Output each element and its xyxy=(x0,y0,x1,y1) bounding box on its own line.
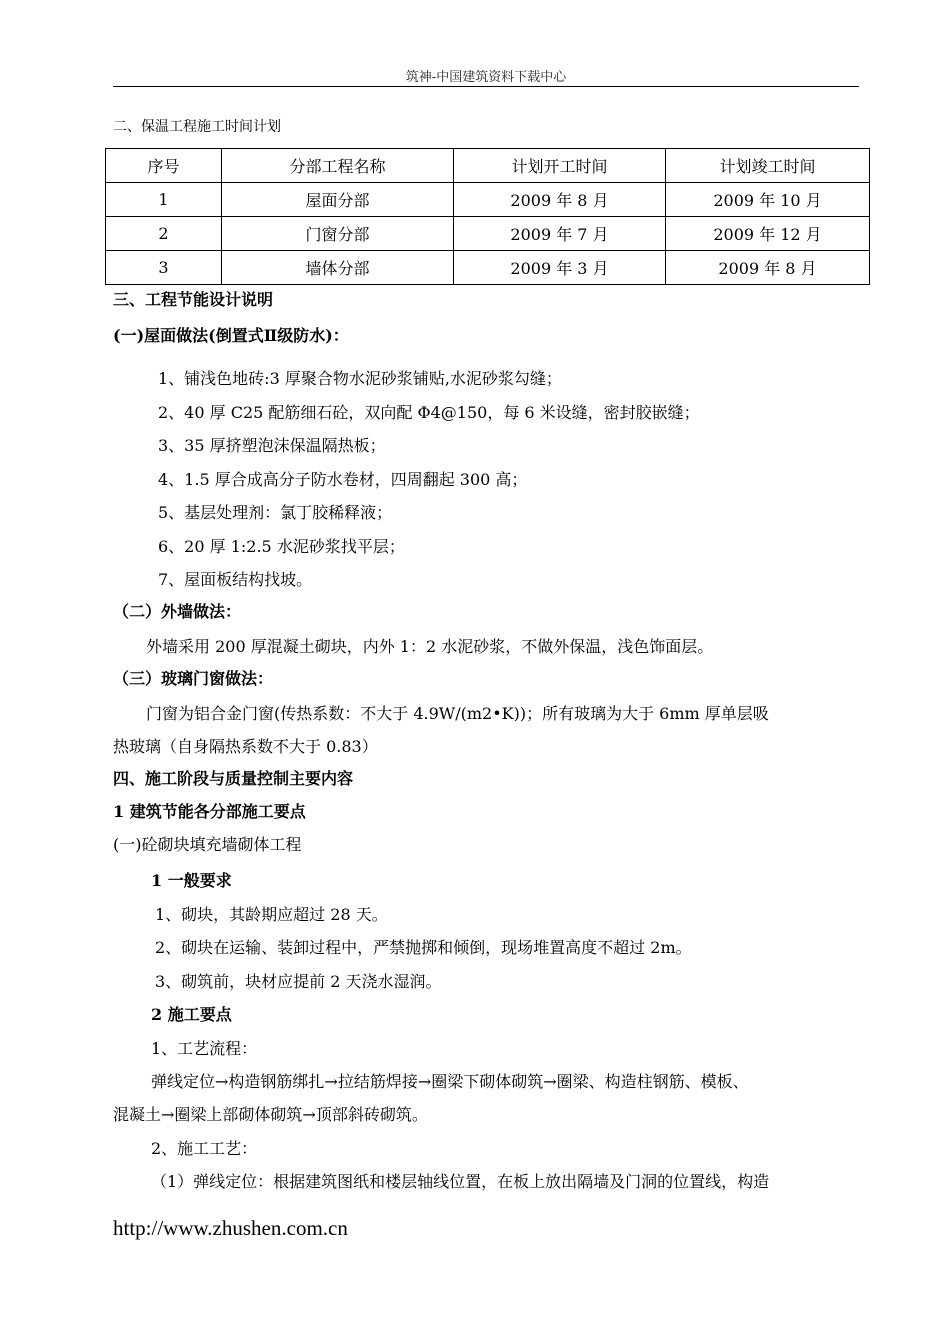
table-cell: 墙体分部 xyxy=(222,251,454,285)
window-method-title: （三）玻璃门窗做法： xyxy=(113,669,274,688)
table-cell: 屋面分部 xyxy=(222,183,454,217)
roof-item: 2、40 厚 C25 配筋细石砼，双向配 Φ4@150，每 6 米设缝，密封胶嵌缝； xyxy=(158,403,700,422)
schedule-table xyxy=(105,148,870,285)
header-divider xyxy=(113,86,859,87)
table-header-row xyxy=(106,149,870,183)
wall-method-text: 外墙采用 200 厚混凝土砌块，内外 1：2 水泥砂浆，不做外保温，浅色饰面层。 xyxy=(146,637,714,656)
subsection-title: 1 建筑节能各分部施工要点 xyxy=(113,802,306,821)
construction-points-title: 2 施工要点 xyxy=(151,1005,232,1024)
page-header: 筑神-中国建筑资料下载中心 xyxy=(405,70,567,85)
process-flow-text: 混凝土→圈梁上部砌体砌筑→顶部斜砖砌筑。 xyxy=(113,1105,428,1124)
table-cell: 2009 年 7 月 xyxy=(454,217,666,251)
window-method-text: 热玻璃（自身隔热系数不大于 0.83） xyxy=(113,737,378,756)
table-header-cell: 计划竣工时间 xyxy=(666,149,870,183)
roof-item: 3、35 厚挤塑泡沫保温隔热板； xyxy=(158,436,386,455)
section-4-title: 四、施工阶段与质量控制主要内容 xyxy=(113,769,354,788)
footer-url: http://www.zhushen.com.cn xyxy=(113,1216,348,1240)
table-cell: 2009 年 12 月 xyxy=(666,217,870,251)
construction-craft-title: 2、施工工艺： xyxy=(151,1139,258,1158)
table-cell: 3 xyxy=(106,251,222,285)
table-cell: 门窗分部 xyxy=(222,217,454,251)
table-cell: 2009 年 8 月 xyxy=(666,251,870,285)
wall-method-title: （二）外墙做法： xyxy=(113,602,242,621)
table-row xyxy=(106,251,870,285)
table-header-cell: 分部工程名称 xyxy=(222,149,454,183)
general-item: 3、砌筑前，块材应提前 2 天浇水湿润。 xyxy=(155,972,442,991)
table-cell: 2009 年 3 月 xyxy=(454,251,666,285)
roof-item: 4、1.5 厚合成高分子防水卷材，四周翻起 300 高； xyxy=(158,470,528,489)
process-flow-title: 1、工艺流程： xyxy=(151,1039,258,1058)
construction-craft-text: （1）弹线定位：根据建筑图纸和楼层轴线位置，在板上放出隔墙及门洞的位置线，构造 xyxy=(151,1172,770,1191)
table-header-cell: 序号 xyxy=(106,149,222,183)
process-flow-text: 弹线定位→构造钢筋绑扎→拉结筋焊接→圈梁下砌体砌筑→圈梁、构造柱钢筋、模板、 xyxy=(151,1072,749,1091)
roof-item: 7、屋面板结构找坡。 xyxy=(158,570,313,589)
table-header-cell: 计划开工时间 xyxy=(454,149,666,183)
part-title: (一)砼砌块填充墙砌体工程 xyxy=(113,835,302,854)
table-cell: 2009 年 8 月 xyxy=(454,183,666,217)
table-cell: 2 xyxy=(106,217,222,251)
table-cell: 1 xyxy=(106,183,222,217)
section-3-title: 三、工程节能设计说明 xyxy=(113,290,274,309)
table-cell: 2009 年 10 月 xyxy=(666,183,870,217)
table-row xyxy=(106,217,870,251)
general-item: 2、砌块在运输、装卸过程中，严禁抛掷和倾倒，现场堆置高度不超过 2m。 xyxy=(155,938,692,957)
general-requirements-title: 1 一般要求 xyxy=(151,871,232,890)
roof-item: 5、基层处理剂：氯丁胶稀释液； xyxy=(158,503,393,522)
window-method-text: 门窗为铝合金门窗(传热系数：不大于 4.9W/(m2•K))；所有玻璃为大于 6mm 厚单层吸 xyxy=(146,704,769,723)
general-item: 1、砌块，其龄期应超过 28 天。 xyxy=(155,905,388,924)
roof-method-title: (一)屋面做法(倒置式Ⅱ级防水)： xyxy=(113,326,349,345)
table-row xyxy=(106,183,870,217)
roof-item: 6、20 厚 1:2.5 水泥砂浆找平层； xyxy=(158,537,405,556)
section-2-title: 二、保温工程施工时间计划 xyxy=(113,119,281,135)
roof-item: 1、铺浅色地砖:3 厚聚合物水泥砂浆铺贴,水泥砂浆勾缝； xyxy=(158,369,562,388)
